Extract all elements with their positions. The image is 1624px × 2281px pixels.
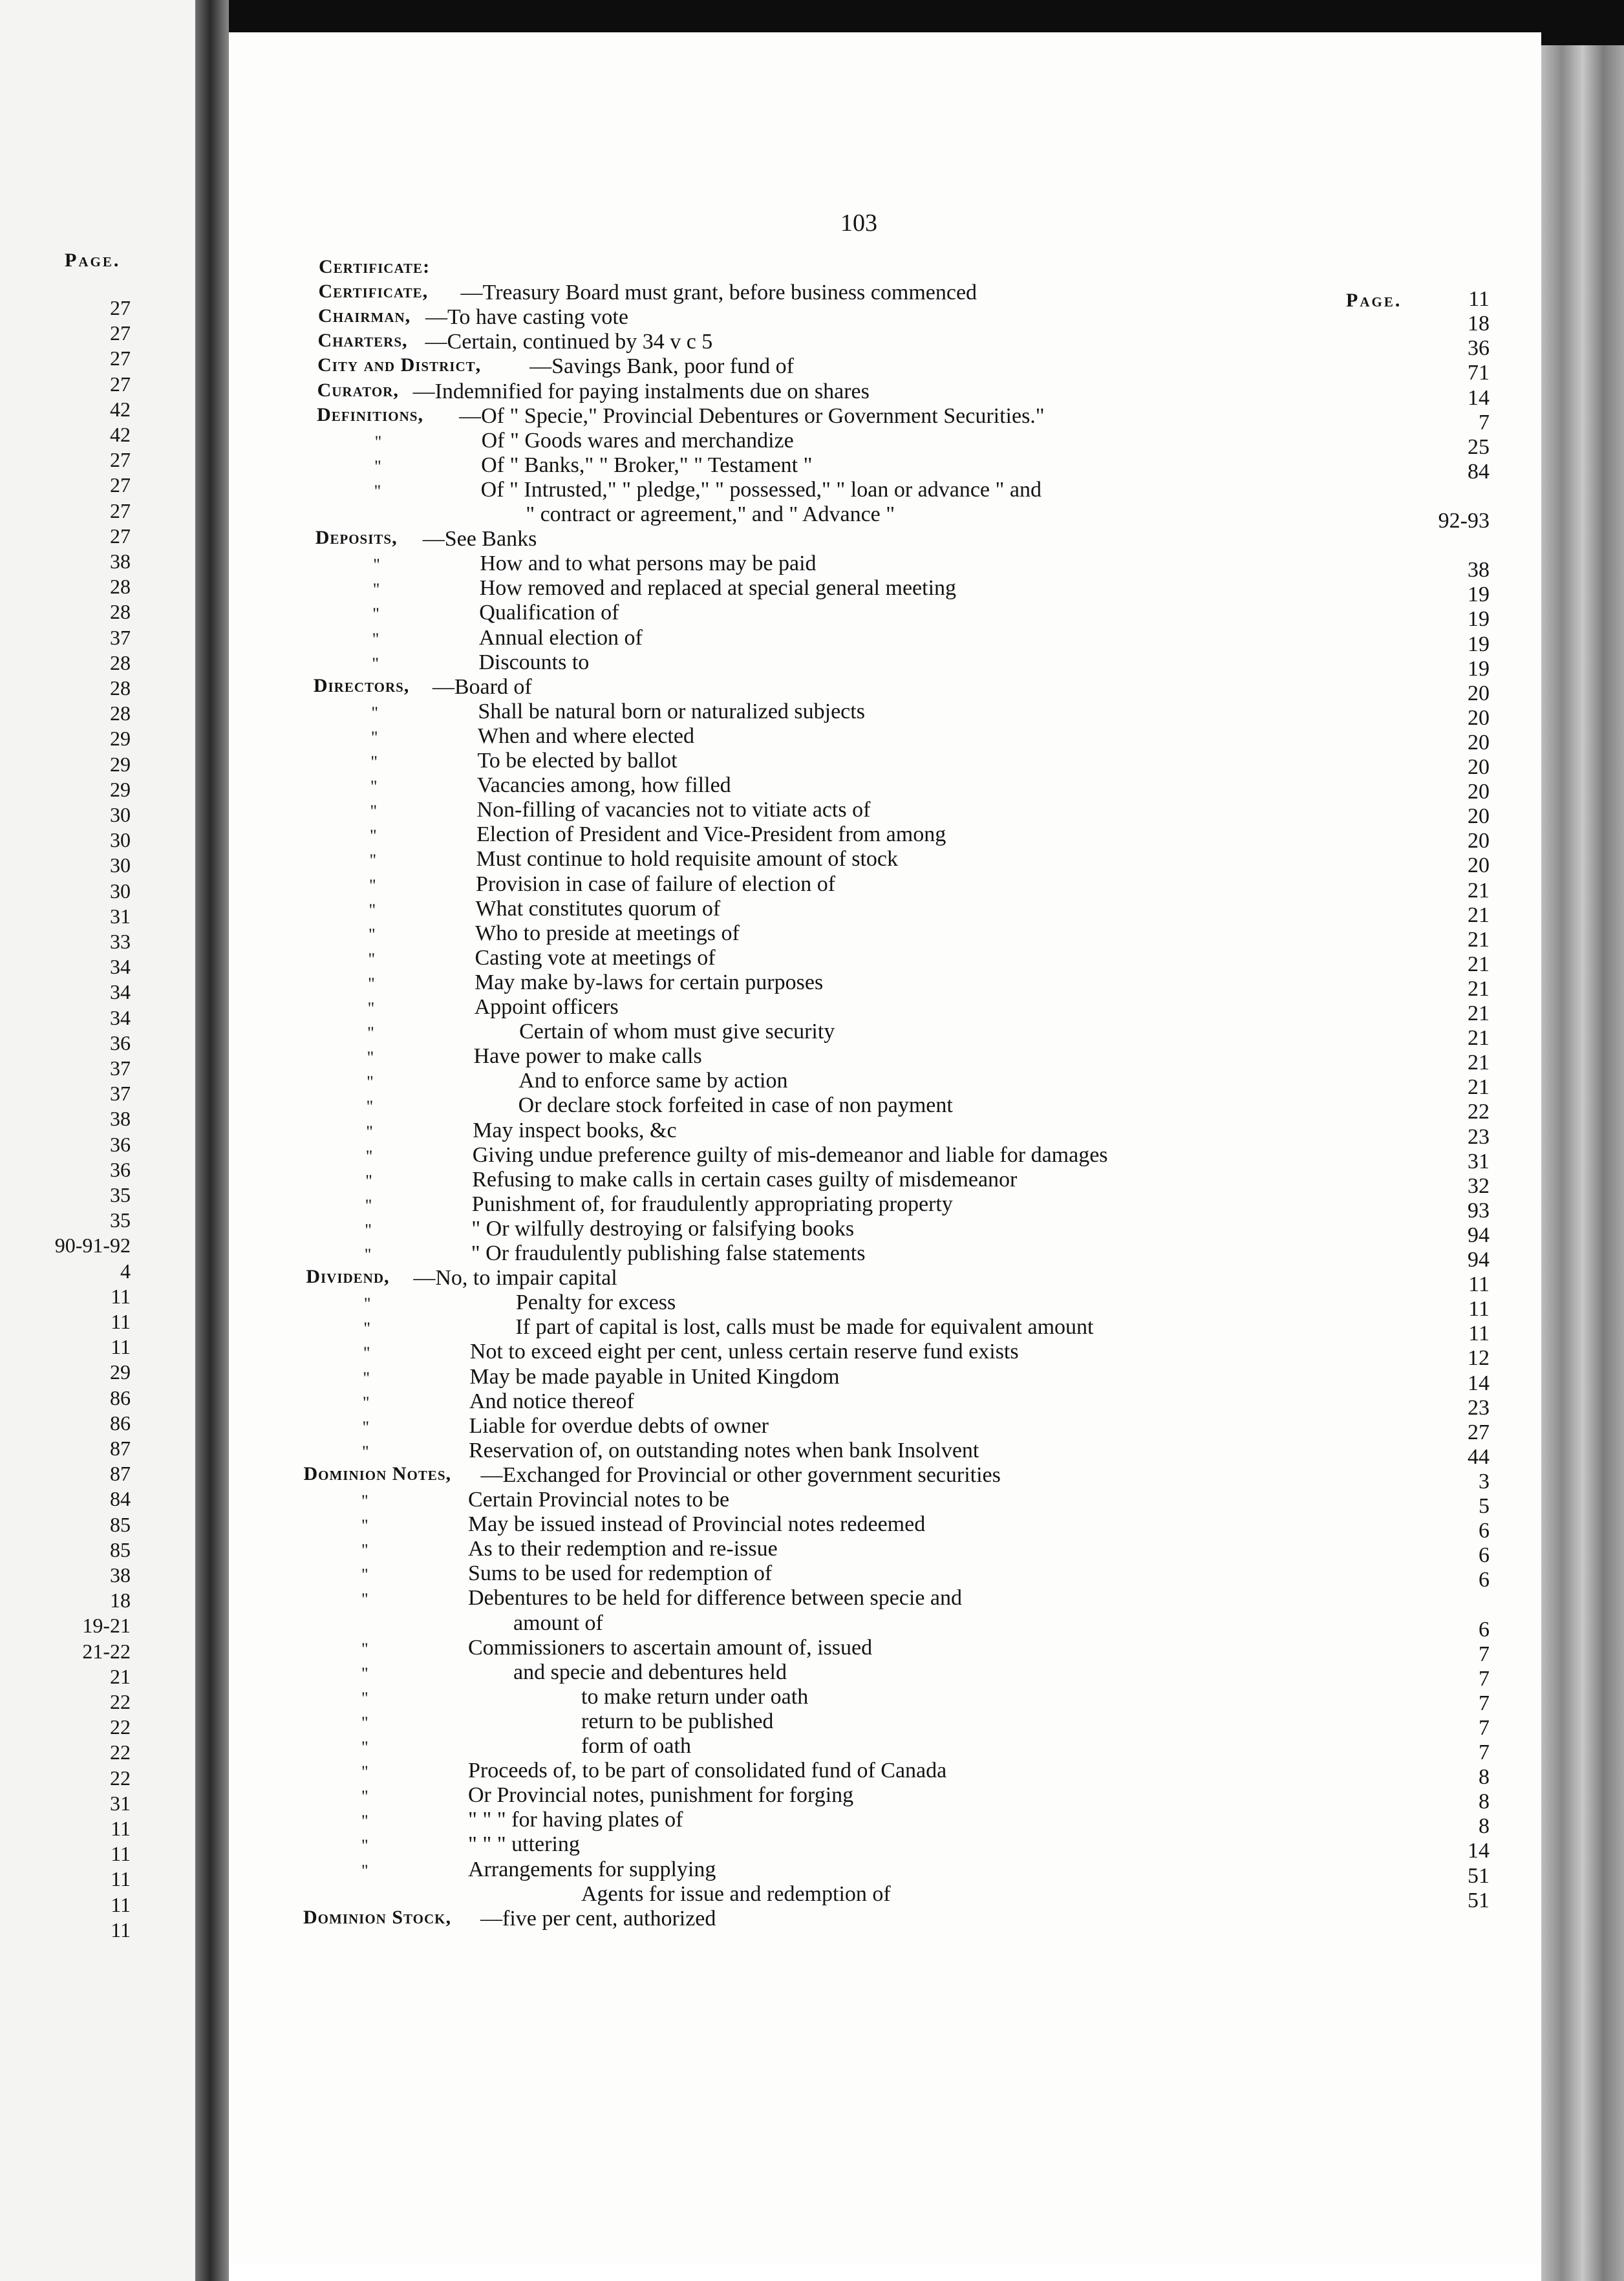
- entry-text: And notice thereof: [469, 1389, 634, 1413]
- entry-text: Or declare stock forfeited in case of non payment: [518, 1093, 953, 1118]
- entry-text: Have power to make calls: [473, 1044, 702, 1069]
- ditto-mark: ": [361, 1541, 369, 1560]
- page-reference: 21: [1468, 927, 1490, 952]
- page-reference: 11: [1468, 1322, 1490, 1346]
- page-reference: 32: [1468, 1173, 1490, 1198]
- entry-text: Of " Banks," " Broker," " Testament ": [481, 453, 813, 477]
- left-page-number: 29: [110, 727, 131, 751]
- page-reference: 18: [1468, 312, 1490, 336]
- entry-text: Qualification of: [479, 601, 619, 625]
- left-page-number: 86: [110, 1386, 131, 1409]
- entry-text: —five per cent, authorized: [480, 1906, 716, 1931]
- entry-text: Giving undue preference guilty of mis-demeanor and liable for damages: [472, 1142, 1108, 1167]
- entry-text: Arrangements for supplying: [468, 1857, 716, 1881]
- entry-text: " " " uttering: [468, 1832, 580, 1857]
- page-reference: 7: [1479, 1691, 1490, 1715]
- page-reference: 19: [1468, 607, 1490, 632]
- entry-text: Debentures to be held for difference between specie and: [468, 1586, 963, 1611]
- left-page-number: 27: [110, 524, 131, 548]
- entry-text: to make return under oath: [581, 1684, 809, 1709]
- page-reference: 11: [1468, 1272, 1490, 1297]
- page-reference: 19: [1468, 583, 1490, 607]
- ditto-mark: ": [374, 456, 381, 476]
- left-page-number: 27: [110, 448, 131, 472]
- entry-text: May make by-laws for certain purposes: [475, 970, 824, 994]
- left-page-number: 37: [110, 1056, 131, 1080]
- page-reference: 31: [1468, 1149, 1490, 1173]
- ditto-mark: ": [372, 629, 379, 648]
- ditto-mark: ": [370, 753, 378, 771]
- entry-text: " " " for having plates of: [468, 1808, 683, 1832]
- left-page-heading: Page.: [65, 250, 121, 271]
- page-reference: 21: [1468, 952, 1490, 976]
- left-page-number: 27: [110, 473, 131, 497]
- page-reference: 7: [1479, 1666, 1490, 1691]
- page-reference: 36: [1468, 336, 1490, 361]
- left-page-number: 19-21: [82, 1614, 131, 1638]
- entry-text: To be elected by ballot: [477, 749, 678, 773]
- entry-text: return to be published: [581, 1709, 774, 1733]
- entry-heading: Dividend,: [306, 1266, 390, 1288]
- entry-heading: Dominion Stock,: [303, 1906, 451, 1928]
- entry-text: Election of President and Vice-President from among: [476, 822, 946, 847]
- page-reference: 12: [1468, 1346, 1490, 1371]
- left-page-number: 30: [110, 828, 131, 852]
- entry-text: Not to exceed eight per cent, unless certain reserve fund exists: [469, 1340, 1019, 1364]
- ditto-mark: ": [373, 555, 380, 575]
- ditto-mark: ": [369, 826, 377, 846]
- entry-heading: City and District,: [317, 354, 482, 376]
- page-reference: 8: [1479, 1765, 1490, 1790]
- ditto-mark: ": [369, 875, 376, 895]
- entry-heading: Definitions,: [317, 403, 423, 425]
- ditto-mark: ": [366, 1097, 374, 1117]
- entry-heading: Charters,: [317, 330, 408, 352]
- ditto-mark: ": [369, 851, 377, 870]
- page-reference: 23: [1468, 1395, 1490, 1420]
- page-reference: 7: [1479, 410, 1490, 434]
- entry-text: Refusing to make calls in certain cases guilty of misdemeanor: [472, 1167, 1018, 1192]
- page-reference: 20: [1468, 780, 1490, 804]
- ditto-mark: ": [368, 974, 375, 993]
- left-page-number: 29: [110, 777, 131, 801]
- entry-text: Punishment of, for fraudulently appropriating property: [471, 1192, 953, 1216]
- page-reference: 27: [1468, 1420, 1490, 1444]
- left-page-number: 27: [110, 347, 131, 370]
- page-reference: 11: [1468, 287, 1490, 312]
- ditto-mark: ": [370, 777, 378, 797]
- entry-text: How and to what persons may be paid: [480, 552, 817, 576]
- page-reference: 51: [1468, 1863, 1490, 1888]
- left-page-number: 35: [110, 1183, 131, 1206]
- page-reference: 22: [1468, 1100, 1490, 1124]
- left-page-number: 30: [110, 879, 131, 903]
- ditto-mark: ": [365, 1171, 372, 1190]
- entry-text: Reservation of, on outstanding notes when bank Insolvent: [468, 1438, 979, 1462]
- entry-text: If part of capital is lost, calls must be made for equivalent amount: [515, 1315, 1094, 1340]
- entry-text: —See Banks: [422, 527, 537, 552]
- entry-text: Penalty for excess: [515, 1290, 676, 1315]
- left-page-number: 34: [110, 955, 131, 979]
- page-reference: 5: [1479, 1494, 1490, 1518]
- page-reference: 6: [1479, 1519, 1490, 1543]
- left-page-number: 28: [110, 650, 131, 674]
- entry-text: Of " Goods wares and merchandize: [481, 428, 794, 453]
- page-reference: 8: [1479, 1790, 1490, 1814]
- left-page-number: 27: [110, 498, 131, 522]
- ditto-mark: ": [374, 432, 382, 451]
- ditto-mark: ": [374, 481, 381, 500]
- entry-text: May be made payable in United Kingdom: [469, 1364, 840, 1389]
- ditto-mark: ": [369, 900, 376, 919]
- page-reference: 11: [1468, 1297, 1490, 1322]
- entry-text: Appoint officers: [474, 995, 619, 1019]
- left-page-number: 34: [110, 980, 131, 1004]
- entry-text: Vacancies among, how filled: [476, 773, 731, 798]
- page-reference: 3: [1479, 1469, 1490, 1494]
- left-page-number: 11: [111, 1867, 131, 1891]
- entry-text: form of oath: [581, 1734, 691, 1758]
- entry-heading: Directors,: [313, 674, 410, 696]
- entry-text: May inspect books, &c: [473, 1118, 677, 1142]
- ditto-mark: ": [372, 654, 379, 673]
- entry-text: Provision in case of failure of election of: [476, 872, 836, 896]
- ditto-mark: ": [361, 1738, 369, 1757]
- page-reference: 6: [1479, 1617, 1490, 1642]
- ditto-mark: ": [367, 1023, 374, 1043]
- entry-text: Sums to be used for redemption of: [468, 1561, 773, 1586]
- page-reference: 51: [1468, 1888, 1490, 1912]
- left-page-number: 34: [110, 1005, 131, 1029]
- left-page-number: 85: [110, 1537, 131, 1561]
- ditto-mark: ": [361, 1492, 369, 1510]
- page-reference: 21: [1468, 903, 1490, 927]
- page-reference: 6: [1479, 1568, 1490, 1592]
- left-page: [0, 0, 195, 2281]
- left-page-number: 22: [110, 1715, 131, 1739]
- ditto-mark: ": [372, 580, 380, 599]
- left-page-number: 42: [110, 423, 131, 446]
- left-page-number: 28: [110, 575, 131, 599]
- entry-heading: Certificate,: [318, 281, 429, 303]
- page-reference: 21: [1468, 1075, 1490, 1100]
- page-column-heading: Page.: [1346, 290, 1402, 311]
- left-page-number: 28: [110, 676, 131, 700]
- entry-text: Liable for overdue debts of owner: [469, 1413, 769, 1438]
- page-reference: 7: [1479, 1715, 1490, 1740]
- ditto-mark: ": [361, 1713, 369, 1732]
- entry-text: —Exchanged for Provincial or other government securities: [480, 1462, 1001, 1487]
- left-page-number: 84: [110, 1487, 131, 1511]
- entry-heading: Curator,: [317, 379, 399, 401]
- page-reference: 21: [1468, 1026, 1490, 1051]
- book-gutter: [195, 0, 229, 2281]
- ditto-mark: ": [361, 1442, 369, 1461]
- page-reference: 20: [1468, 829, 1490, 853]
- entry-text: Must continue to hold requisite amount of stock: [476, 847, 898, 872]
- page-reference: 8: [1479, 1814, 1490, 1839]
- entry-text: —Savings Bank, poor fund of: [529, 354, 794, 379]
- left-page-number: 31: [110, 1791, 131, 1815]
- left-page-number: 27: [110, 296, 131, 319]
- ditto-mark: ": [371, 703, 378, 722]
- entry-text: Commissioners to ascertain amount of, issued: [468, 1635, 873, 1660]
- left-page-number: 85: [110, 1512, 131, 1536]
- page-reference: 20: [1468, 705, 1490, 730]
- left-page-number: 86: [110, 1411, 131, 1435]
- ditto-mark: ": [369, 925, 376, 944]
- page-reference: 92-93: [1438, 509, 1490, 533]
- left-page-number: 4: [120, 1259, 131, 1283]
- page-reference: 14: [1468, 1371, 1490, 1395]
- ditto-mark: ": [365, 1220, 372, 1239]
- page-reference: 14: [1468, 385, 1490, 410]
- entry-text: amount of: [513, 1611, 603, 1635]
- ditto-mark: ": [361, 1787, 369, 1806]
- page-reference: 21: [1468, 878, 1490, 903]
- page-reference: 21: [1468, 1001, 1490, 1025]
- ditto-mark: ": [363, 1344, 370, 1363]
- page-reference: 21: [1468, 1051, 1490, 1075]
- page-reference: 20: [1468, 755, 1490, 779]
- ditto-mark: ": [370, 727, 378, 747]
- left-page-number: 22: [110, 1690, 131, 1713]
- entry-text: —Certain, continued by 34 v c 5: [425, 330, 713, 354]
- entry-text: And to enforce same by action: [518, 1069, 788, 1093]
- ditto-mark: ": [372, 605, 379, 624]
- entry-text: Non-filling of vacancies not to vitiate acts of: [476, 798, 871, 822]
- left-page-number: 21: [110, 1664, 131, 1688]
- left-page-number: 29: [110, 752, 131, 776]
- page-reference: 25: [1468, 434, 1490, 459]
- entry-text: —Indemnified for paying instalments due on shares: [412, 379, 870, 403]
- left-page-number: 22: [110, 1740, 131, 1764]
- ditto-mark: ": [365, 1146, 373, 1166]
- left-page-number: 11: [111, 1892, 131, 1916]
- page-reference: 94: [1468, 1248, 1490, 1272]
- page-reference: 7: [1479, 1642, 1490, 1666]
- entry-text: —Of " Specie," Provincial Debentures or Government Securities.": [459, 403, 1045, 428]
- left-page-number: 31: [110, 904, 131, 928]
- left-page-number: 28: [110, 600, 131, 624]
- left-page-number: 11: [111, 1918, 131, 1942]
- page-number: 103: [840, 209, 877, 237]
- page-reference: 20: [1468, 681, 1490, 705]
- page-reference: 20: [1468, 804, 1490, 829]
- ditto-mark: ": [362, 1393, 370, 1412]
- ditto-mark: ": [361, 1639, 369, 1658]
- ditto-mark: ": [367, 1048, 374, 1067]
- index-page: [229, 32, 1541, 2263]
- entry-text: Proceeds of, to be part of consolidated fund of Canada: [468, 1759, 947, 1783]
- left-page-number: 30: [110, 853, 131, 877]
- left-page-number: 27: [110, 321, 131, 345]
- page-reference: 23: [1468, 1124, 1490, 1149]
- ditto-mark: ": [367, 1073, 374, 1092]
- page-reference: 19: [1468, 656, 1490, 681]
- left-page-number: 11: [111, 1842, 131, 1866]
- entry-text: Agents for issue and redemption of: [581, 1881, 891, 1906]
- ditto-mark: ": [361, 1812, 369, 1831]
- page-reference: 20: [1468, 853, 1490, 878]
- left-page-number: 27: [110, 372, 131, 396]
- page-reference: 21: [1468, 976, 1490, 1001]
- entry-text: " Or wilfully destroying or falsifying books: [471, 1216, 855, 1241]
- ditto-mark: ": [361, 1590, 369, 1609]
- page-reference: 38: [1468, 558, 1490, 583]
- ditto-mark: ": [365, 1195, 372, 1215]
- entry-text: When and where elected: [477, 723, 694, 748]
- left-page-number: 42: [110, 397, 131, 421]
- page-reference: 71: [1468, 361, 1490, 385]
- ditto-mark: ": [363, 1294, 371, 1314]
- ditto-mark: ": [361, 1762, 369, 1782]
- entry-text: Annual election of: [478, 625, 643, 650]
- entry-text: Casting vote at meetings of: [475, 945, 716, 970]
- page-reference: 44: [1468, 1444, 1490, 1469]
- page-reference: 6: [1479, 1543, 1490, 1568]
- left-page-number: 38: [110, 1107, 131, 1131]
- entry-text: " contract or agreement," and " Advance ": [526, 502, 895, 526]
- left-page-number: 38: [110, 1563, 131, 1587]
- entry-heading: Deposits,: [315, 527, 398, 549]
- ditto-mark: ": [364, 1245, 372, 1264]
- entry-text: and specie and debentures held: [513, 1660, 787, 1684]
- entry-text: As to their redemption and re-issue: [468, 1537, 778, 1561]
- left-page-number: 22: [110, 1766, 131, 1790]
- left-page-number: 36: [110, 1132, 131, 1156]
- left-page-number: 11: [111, 1284, 131, 1308]
- ditto-mark: ": [361, 1861, 369, 1880]
- entry-text: —Treasury Board must grant, before business commenced: [460, 281, 978, 305]
- entry-text: How removed and replaced at special general meeting: [479, 576, 957, 601]
- left-page-number: 29: [110, 1360, 131, 1384]
- entry-text: " Or fraudulently publishing false statements: [471, 1241, 866, 1265]
- entry-heading: Chairman,: [318, 305, 411, 327]
- entry-text: Certain Provincial notes to be: [468, 1488, 730, 1512]
- ditto-mark: ": [362, 1417, 370, 1437]
- left-page-number: 36: [110, 1157, 131, 1181]
- ditto-mark: ": [363, 1319, 370, 1338]
- page-reference: 7: [1479, 1740, 1490, 1764]
- ditto-mark: ": [370, 802, 378, 821]
- ditto-mark: ": [361, 1664, 369, 1683]
- entry-text: Of " Intrusted," " pledge," " possessed," " loan or advance " and: [480, 477, 1042, 502]
- left-page-number: 33: [110, 930, 131, 953]
- entry-text: —To have casting vote: [425, 305, 628, 330]
- page-reference: 19: [1468, 632, 1490, 656]
- entry-heading: Dominion Notes,: [303, 1462, 451, 1484]
- page-reference: 93: [1468, 1198, 1490, 1223]
- entry-text: —No, to impair capital: [413, 1266, 617, 1290]
- left-page-number: 87: [110, 1462, 131, 1486]
- left-page-number: 21-22: [82, 1639, 131, 1663]
- page-reference: 14: [1468, 1839, 1490, 1863]
- left-page-number: 28: [110, 701, 131, 725]
- left-page-number: 11: [111, 1335, 131, 1359]
- entry-text: Discounts to: [478, 650, 590, 674]
- left-page-number: 11: [111, 1310, 131, 1333]
- page-edges: [1541, 45, 1624, 2281]
- page-reference: 20: [1468, 730, 1490, 755]
- entry-text: May be issued instead of Provincial notes redeemed: [468, 1512, 926, 1537]
- left-page-number: 11: [111, 1817, 131, 1840]
- left-page-number: 35: [110, 1208, 131, 1232]
- ditto-mark: ": [363, 1368, 370, 1387]
- left-page-number: 37: [110, 625, 131, 649]
- page-reference: 94: [1468, 1223, 1490, 1247]
- ditto-mark: ": [367, 999, 375, 1018]
- ditto-mark: ": [361, 1516, 369, 1536]
- entry-text: Certain of whom must give security: [519, 1020, 835, 1044]
- page-reference: 84: [1468, 459, 1490, 484]
- left-page-number: 37: [110, 1082, 131, 1106]
- left-page-number: 30: [110, 803, 131, 826]
- left-page-number: 87: [110, 1437, 131, 1460]
- left-page-number: 90-91-92: [54, 1234, 131, 1258]
- entry-text: Who to preside at meetings of: [475, 921, 740, 945]
- ditto-mark: ": [361, 1836, 369, 1856]
- entry-text: Or Provincial notes, punishment for forging: [468, 1783, 854, 1808]
- entry-text: What constitutes quorum of: [475, 896, 721, 921]
- left-page-number: 18: [110, 1589, 131, 1612]
- ditto-mark: ": [361, 1688, 369, 1708]
- entry-text: —Board of: [432, 674, 532, 699]
- left-page-number: 36: [110, 1031, 131, 1055]
- entry-text: Shall be natural born or naturalized subjects: [478, 699, 865, 723]
- ditto-mark: ": [368, 949, 376, 969]
- entry-heading: Certificate:: [319, 256, 431, 277]
- ditto-mark: ": [361, 1565, 369, 1585]
- ditto-mark: ": [366, 1122, 373, 1141]
- left-page-number: 38: [110, 550, 131, 573]
